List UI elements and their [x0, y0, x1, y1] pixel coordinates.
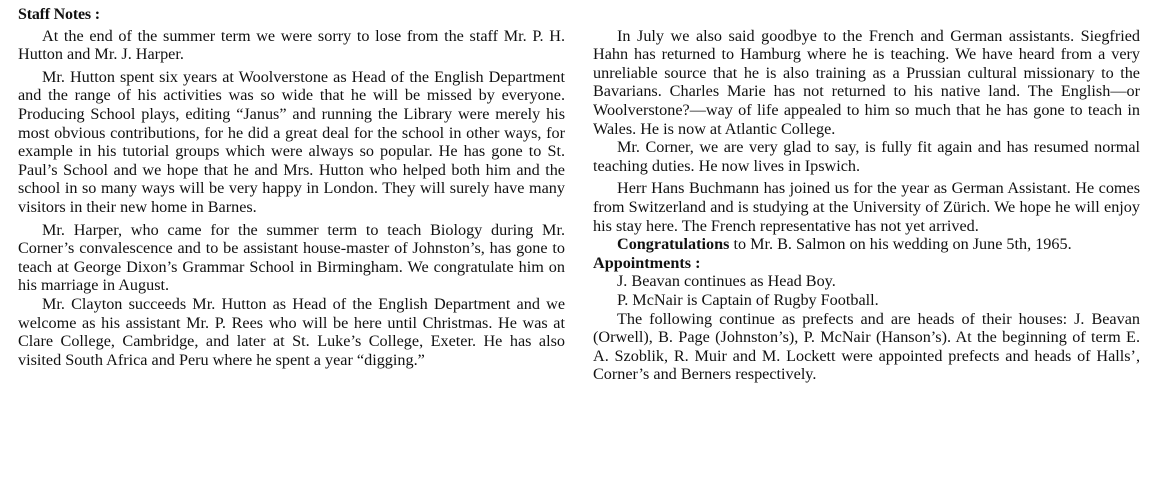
right-column — [593, 27, 1140, 384]
paragraph-departures: At the end of the summer term we were sorry to lose from the staff Mr. P. H. Hutton and Mr. J. Harper. — [18, 26, 565, 64]
paragraph-congratulations — [593, 235, 1140, 254]
congratulations-lead: Congratulations — [617, 235, 730, 254]
left-column — [18, 27, 565, 384]
paragraph-buchmann: Herr Hans Buchmann has joined us for the year as German Assistant. He comes from Switzerland and is studying at the University of Zürich. We hope he will enjoy his stay here. The French representative has not yet arrived. — [593, 179, 1140, 235]
paragraph-hutton: Mr. Hutton spent six years at Woolverstone as Head of the English Department and the range of his activities was so wide that he will be missed by everyone. Producing School plays, editing “Janus” and running the Library were merely his most obvious contributions, for he did a great deal for the school in other ways, for example in his tutorial groups which were always so popular. He has gone to St. Paul’s School and we hope that he and Mrs. Hutton who helped both him and the school in so many ways will be very happy in London. They will surely have many visitors in their new home in Barnes. — [18, 67, 565, 216]
two-column-body — [18, 27, 1140, 384]
paragraph-harper: Mr. Harper, who came for the summer term to teach Biology during Mr. Corner’s convalescence and to be assistant house-master of Johnston’s, has gone to teach at George Dixon’s Grammar School in Birmingham. We congratulate him on his marriage in August. — [18, 220, 565, 295]
congratulations-text: to Mr. B. Salmon on his wedding on June 5th, 1965. — [729, 235, 1072, 254]
section-heading: Staff Notes : — [18, 6, 100, 23]
appointment-head-boy: J. Beavan continues as Head Boy. — [617, 272, 836, 291]
appointments-heading: Appointments : — [593, 253, 701, 272]
appointment-rugby-captain: P. McNair is Captain of Rugby Football. — [617, 290, 879, 309]
paragraph-corner: Mr. Corner, we are very glad to say, is fully fit again and has resumed normal teaching duties. He now lives in Ipswich. — [593, 138, 1140, 175]
paragraph-clayton: Mr. Clayton succeeds Mr. Hutton as Head of the English Department and we welcome as his assistant Mr. P. Rees who will be here until Christmas. He was at Clare College, Cambridge, and later at St. Luke’s College, Exeter. He has also visited South Africa and Peru where he spent a year “digging.” — [18, 294, 565, 369]
appointment-prefects: The following continue as prefects and are heads of their houses: J. Beavan (Orwell), B. Page (Johnston’s), P. McNair (Hanson’s). At the beginning of term E. A. Szoblik, R. Muir and M. Lockett were appointed prefects and heads of Halls’, Corner’s and Berners respectively. — [593, 309, 1140, 384]
paragraph-assistants: In July we also said goodbye to the French and German assistants. Siegfried Hahn has returned to Hamburg where he is teaching. We have heard from a very unreliable source that he is also training as a Prussian cultural missionary to the Bavarians. Charles Marie has not returned to his native land. The English—or Woolverstone?—way of life appealed to him so much that he has gone to teach in Wales. He is now at Atlantic College. — [593, 26, 1140, 138]
